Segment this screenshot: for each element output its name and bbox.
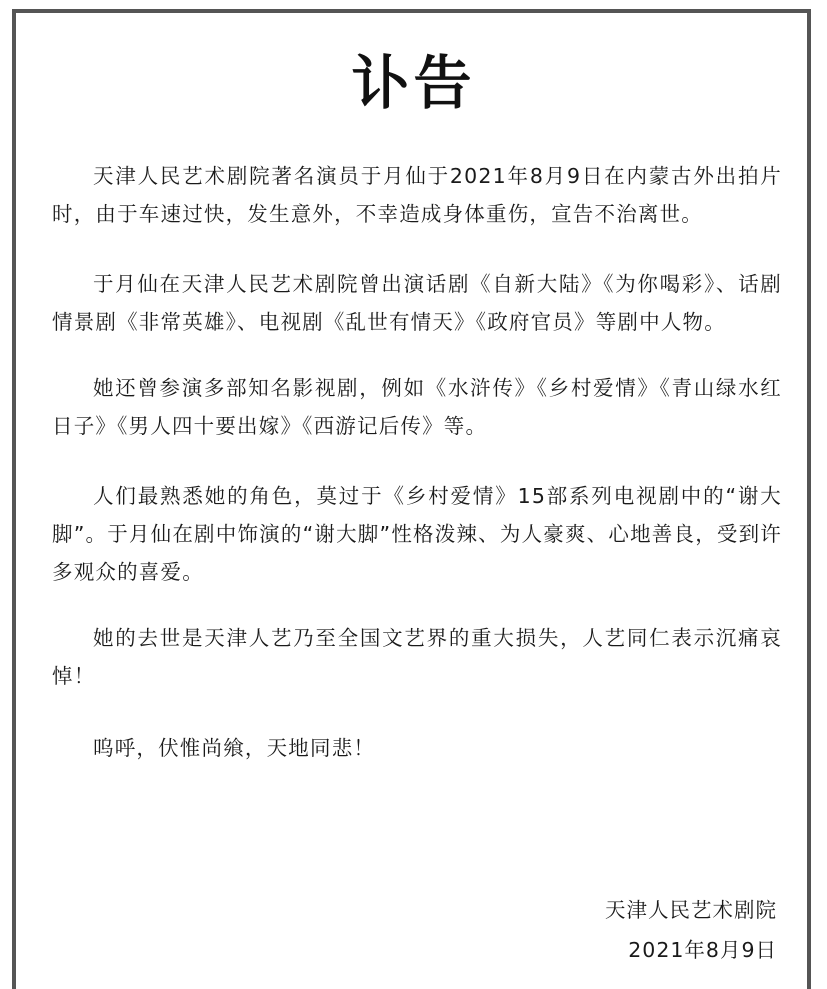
paragraph-film-tv: 她还曾参演多部知名影视剧，例如《水浒传》《乡村爱情》《青山绿水红日子》《男人四十要出嫁》《西游记后传》等。 — [52, 376, 782, 438]
paragraph-accident: 天津人民艺术剧院著名演员于月仙于2021年8月9日在内蒙古外出拍片时，由于车速过快，发生意外，不幸造成身体重伤，宣告不治离世。 — [52, 164, 782, 226]
paragraph-lament: 呜呼，伏惟尚飨，天地同悲！ — [93, 736, 376, 760]
signature-organization: 天津人民艺术剧院 — [605, 898, 777, 922]
notice-title: 讣告 — [351, 49, 476, 117]
signature-date: 2021年8月9日 — [628, 938, 777, 962]
paragraph-condolence: 她的去世是天津人艺乃至全国文艺界的重大损失，人艺同仁表示沉痛哀悼！ — [52, 626, 782, 688]
signature-block — [605, 890, 777, 970]
notice-body — [52, 157, 782, 799]
paragraph-famous-role: 人们最熟悉她的角色，莫过于《乡村爱情》15部系列电视剧中的“谢大脚”。于月仙在剧中饰演的“谢大脚”性格泼辣、为人豪爽、心地善良，受到许多观众的喜爱。 — [52, 484, 782, 584]
paragraph-stage-works: 于月仙在天津人民艺术剧院曾出演话剧《自新大陆》《为你喝彩》、话剧情景剧《非常英雄》、电视剧《乱世有情天》《政府官员》等剧中人物。 — [52, 272, 782, 334]
